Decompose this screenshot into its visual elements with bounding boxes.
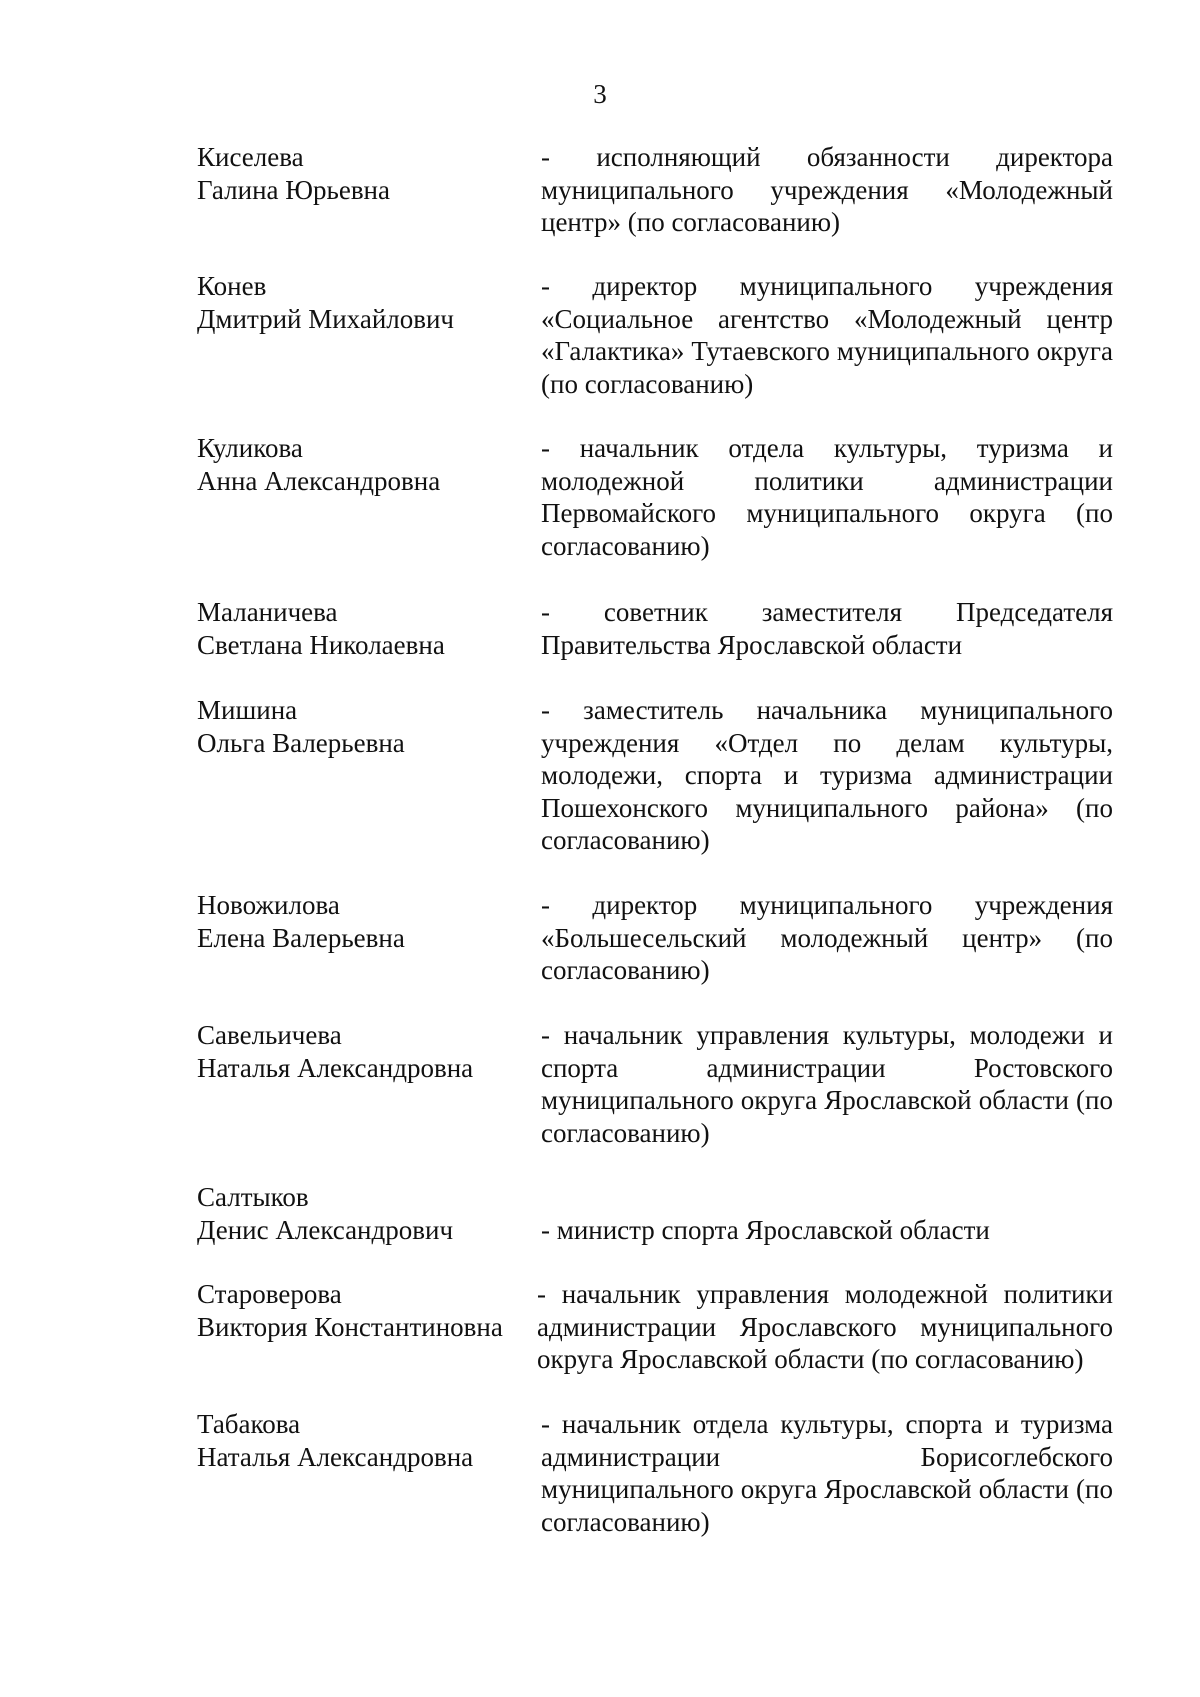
member-given-name: Виктория Константиновна — [197, 1311, 503, 1342]
member-name — [197, 596, 537, 661]
member-surname: Савельичева — [197, 1020, 342, 1050]
member-position: - директор муниципального учреждения «Социальное агентство «Молодежный центр «Галактика» Тутаевского муниципального округа (по согласованию) — [541, 271, 1113, 399]
member-surname: Табакова — [197, 1409, 301, 1439]
member-given-name: Ольга Валерьевна — [197, 727, 405, 758]
member-name — [197, 1408, 537, 1473]
member-name — [197, 694, 537, 759]
member-position: - начальник отдела культуры, туризма и молодежной политики администрации Первомайского муниципального округа (по согласованию) — [541, 433, 1113, 561]
member-surname: Маланичева — [197, 597, 338, 627]
member-position: - заместитель начальника муниципального учреждения «Отдел по делам культуры, молодежи, спорта и туризма администрации Пошехонского муниципального района» (по согласованию) — [541, 695, 1113, 855]
member-given-name: Елена Валерьевна — [197, 922, 405, 953]
member-given-name: Наталья Александровна — [197, 1441, 474, 1472]
member-name — [197, 1181, 537, 1246]
member-given-name: Анна Александровна — [197, 465, 441, 496]
member-position: - советник заместителя Председателя Правительства Ярославской области — [541, 597, 1113, 660]
member-given-name: Галина Юрьевна — [197, 174, 390, 205]
member-name — [197, 432, 537, 497]
member-name — [197, 270, 537, 335]
member-surname: Староверова — [197, 1279, 342, 1309]
member-name — [197, 1278, 537, 1343]
member-position: - директор муниципального учреждения «Большесельский молодежный центр» (по согласованию) — [541, 890, 1113, 985]
member-name — [197, 141, 537, 206]
member-given-name: Денис Александрович — [197, 1214, 454, 1245]
member-position: - министр спорта Ярославской области — [541, 1214, 990, 1245]
member-surname: Киселева — [197, 142, 304, 172]
member-surname: Мишина — [197, 695, 298, 725]
member-name — [197, 889, 537, 954]
member-position: - начальник отдела культуры, спорта и туризма администрации Борисоглебского муниципального округа Ярославской области (по согласованию) — [541, 1409, 1113, 1537]
member-given-name: Наталья Александровна — [197, 1052, 474, 1083]
member-position: - исполняющий обязанности директора муниципального учреждения «Молодежный центр» (по согласованию) — [541, 142, 1113, 237]
member-surname: Куликова — [197, 433, 303, 463]
member-given-name: Дмитрий Михайлович — [197, 303, 455, 334]
member-surname: Конев — [197, 271, 267, 301]
page-number: 3 — [593, 79, 607, 109]
member-position: - начальник управления культуры, молодежи и спорта администрации Ростовского муниципального округа Ярославской области (по согласованию) — [541, 1020, 1113, 1148]
member-surname: Новожилова — [197, 890, 340, 920]
member-surname: Салтыков — [197, 1182, 309, 1212]
member-position: - начальник управления молодежной политики администрации Ярославского муниципального округа Ярославской области (по согласованию) — [537, 1279, 1113, 1374]
member-given-name: Светлана Николаевна — [197, 629, 445, 660]
member-name — [197, 1019, 537, 1084]
